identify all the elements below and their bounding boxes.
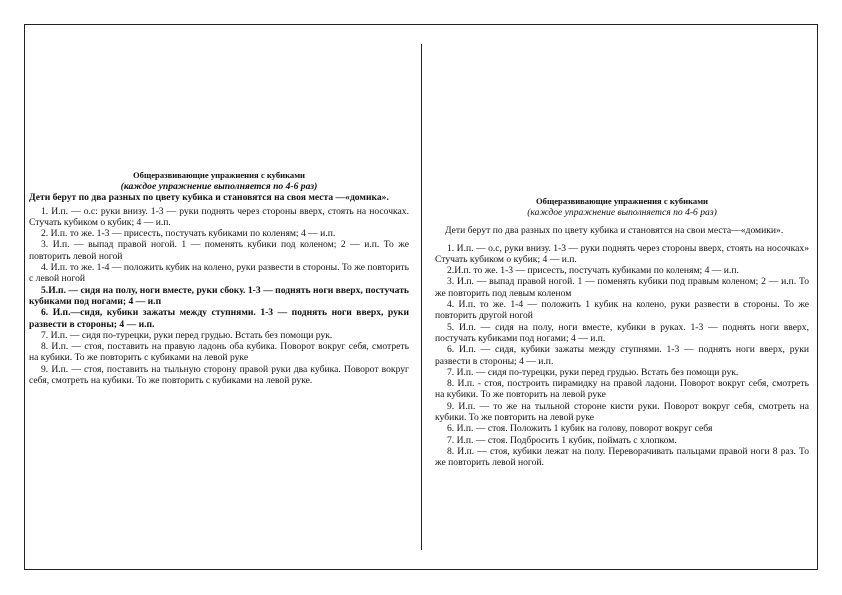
left-column <box>29 170 409 386</box>
right-exercise-3: 3. И.п. — выпад правой ногой. 1 — поменять кубики под правым коленом; 2 — и.п. То же повторить под левым коленом <box>435 276 809 299</box>
right-exercise-4: 4. И.п. то же. 1-4 — положить 1 кубик на колено, руки развести в стороны. То же повторить другой ногой <box>435 299 809 322</box>
left-exercise-8: 8. И.п. — стоя, поставить на правую ладонь оба кубика. Поворот вокруг себя, смотреть на кубики. То же повторить с кубиками на левой руке <box>29 341 409 364</box>
right-exercise-6: 6. И.п. — сидя, кубики зажаты между ступнями. 1-3 — поднять ноги вверх, руки развести в стороны; 4 — и.п. <box>435 344 809 367</box>
left-exercise-5: 5.И.п. — сидя на полу, ноги вместе, руки сбоку. 1-3 — поднять ноги вверх, постучать кубиками под ногами; 4 — и.п <box>29 284 409 307</box>
left-exercise-3: 3. И.п. — выпад правой ногой. 1 — поменять кубики под коленом; 2 — и.п. То же повторить левой ногой <box>29 239 409 262</box>
left-exercise-7: 7. И.п. — сидя по-турецки, руки перед грудью. Встать без помощи рук. <box>41 329 333 341</box>
right-exercise-8b: 8. И.п. — стоя, кубики лежат на полу. Переворачивать пальцами правой ноги 8 раз. То же повторить левой ногой. <box>435 445 809 469</box>
right-column <box>435 196 809 469</box>
right-exercise-6b: 6. И.п. — стоя. Положить 1 кубик на голову, поворот вокруг себя <box>447 423 713 435</box>
left-subtitle: (каждое упражнение выполняется по 4-6 раз) <box>120 181 318 192</box>
left-title: Общеразвивающие упражнения с кубиками <box>132 170 306 180</box>
left-exercise-9: 9. И.п. — стоя, поставить на тыльную сторону правой руки два кубика. Поворот вокруг себя, смотреть на кубики. То же повторить с кубиками на левой руке. <box>29 363 409 387</box>
right-exercise-9: 9. И.п. — то же на тыльной стороне кисти руки. Поворот вокруг себя, смотреть на кубики. То же повторить на левой руке <box>435 400 809 424</box>
column-divider <box>421 44 422 550</box>
left-intro: Дети берут по два разных по цвету кубика и становятся на своя места —«домика». <box>29 192 389 204</box>
right-exercise-7: 7. И.п. — сидя по-турецки, руки перед грудью. Встать без помощи рук. <box>447 366 739 378</box>
right-exercise-7b: 7. И.п. — стоя. Подбросить 1 кубик, поймать с хлопком. <box>447 434 677 446</box>
right-intro: Дети берут по два разных по цвету кубика и становятся на свои места—«домики». <box>445 225 784 237</box>
right-exercise-2: 2.И.п. то же. 1-3 — присесть, постучать кубиками по коленям; 4 — и.п. <box>447 265 739 277</box>
left-exercise-2: 2. И.п. то же. 1-3 — присесть, постучать кубиками по коленям; 4 — и.п. <box>41 228 336 240</box>
left-exercise-6: 6. И.п.—сидя, кубики зажаты между ступнями. 1-3 — поднять ноги вверх, руки развести в стороны; 4 — и.п. <box>29 307 409 330</box>
right-subtitle: (каждое упражнение выполняется по 4-6 раз) <box>527 207 717 218</box>
left-exercise-1: 1. И.п. — о.с: руки внизу. 1-3 — руки поднять через стороны вверх, стоять на носочках. Стучать кубиком о кубик; 4 — и.п. <box>29 205 409 228</box>
right-exercise-8: 8. И.п. - стоя, построить пирамидку на правой ладони. Поворот вокруг себя, смотреть на кубики. То же повторить на левой руке <box>435 378 809 401</box>
left-exercise-4: 4. И.п. то же. 1-4 — положить кубик на колено, руки развести в стороны. То же повторить с левой ногой <box>29 262 409 285</box>
right-exercise-5: 5. И.п. — сидя на полу, ноги вместе, кубики в руках. 1-3 — поднять ноги вверх, постучать кубиками под ногами; 4 — и.п. <box>435 321 809 344</box>
right-title: Общеразвивающие упражнения с кубиками <box>535 196 709 206</box>
right-exercise-1: 1. И.п. — о.с, руки внизу. 1-3 — руки поднять через стороны вверх, стоять на носочках» Стучать кубиком о кубик; 4 — и.п. <box>435 242 809 265</box>
